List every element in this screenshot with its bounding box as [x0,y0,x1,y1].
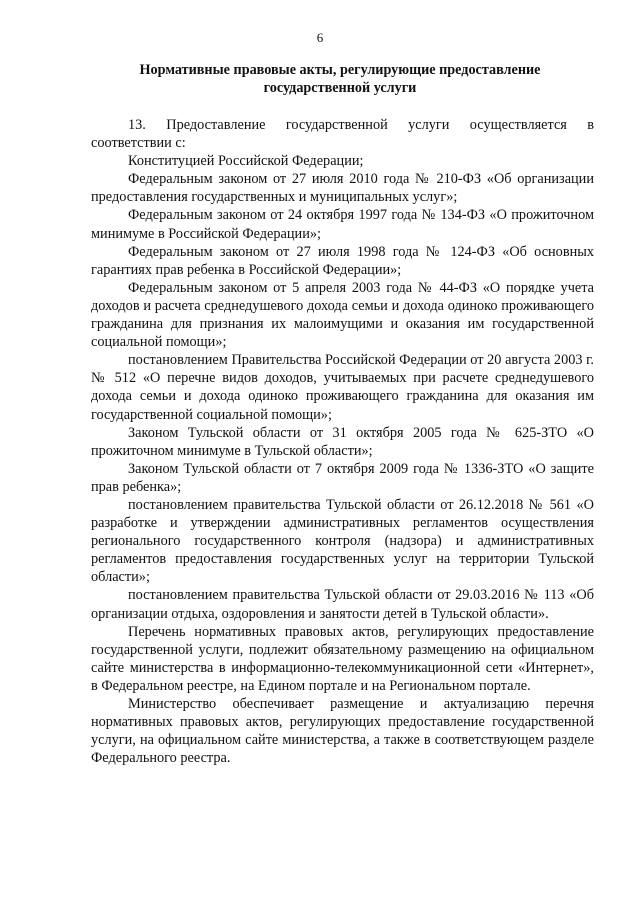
paragraph-law-210: Федеральным законом от 27 июля 2010 года № 210-ФЗ «Об организации предоставления государственных и муниципальных услуг»; [91,171,594,206]
page-number: 6 [316,30,324,45]
paragraph-decree-561: постановлением правительства Тульской области от 26.12.2018 № 561 «О разработке и утверждении административных регламентов осуществления регионального государственного контроля (надзора) и административных регламентов предоставления государственных услуг на территории Тульской области»; [91,496,594,586]
paragraph-decree-512: постановлением Правительства Российской Федерации от 20 августа 2003 г. № 512 «О перечне видов доходов, учитываемых при расчете среднедушевого дохода семьи и дохода одиноко проживающего гражданина для оказания им государственной социальной помощи»; [91,352,594,423]
paragraph-ministry: Министерство обеспечивает размещение и актуализацию перечня нормативных правовых актов, регулирующих предоставление государственной услуги, на официальном сайте министерства, а также в соответствующем разделе Федерального реестра. [91,696,594,767]
paragraph-publication: Перечень нормативных правовых актов, регулирующих предоставление государственной услуги, подлежит обязательному размещению на официальном сайте министерства в информационно-телекоммуникационной сети «Интернет», в Федеральном реестре, на Едином портале и на Региональном портале. [91,623,594,694]
section-heading [90,61,590,97]
heading-line-2: государственной услуги [263,80,417,96]
paragraph-law-1336: Законом Тульской области от 7 октября 2009 года № 1336-ЗТО «О защите прав ребенка»; [91,460,594,495]
body-text [91,116,594,767]
paragraph-intro: 13. Предоставление государственной услуги осуществляется в соответствии с: [91,117,594,152]
heading-line-1: Нормативные правовые акты, регулирующие предоставление [139,62,541,78]
paragraph-law-44: Федеральным законом от 5 апреля 2003 года № 44-ФЗ «О порядке учета доходов и расчета среднедушевого дохода семьи и дохода одиноко проживающего гражданина для признания их малоимущими и оказания им государственной социальной помощи»; [91,279,594,351]
paragraph-law-134: Федеральным законом от 24 октября 1997 года № 134-ФЗ «О прожиточном минимуме в Российской Федерации»; [91,207,594,242]
paragraph-law-124: Федеральным законом от 27 июля 1998 года № 124-ФЗ «Об основных гарантиях прав ребенка в Российской Федерации»; [91,243,594,278]
paragraph-law-625: Законом Тульской области от 31 октября 2005 года № 625-ЗТО «О прожиточном минимуме в Тульской области»; [91,424,594,459]
paragraph-decree-113: постановлением правительства Тульской области от 29.03.2016 № 113 «Об организации отдыха, оздоровления и занятости детей в Тульской области». [91,587,594,622]
paragraph-constitution: Конституцией Российской Федерации; [128,153,364,170]
